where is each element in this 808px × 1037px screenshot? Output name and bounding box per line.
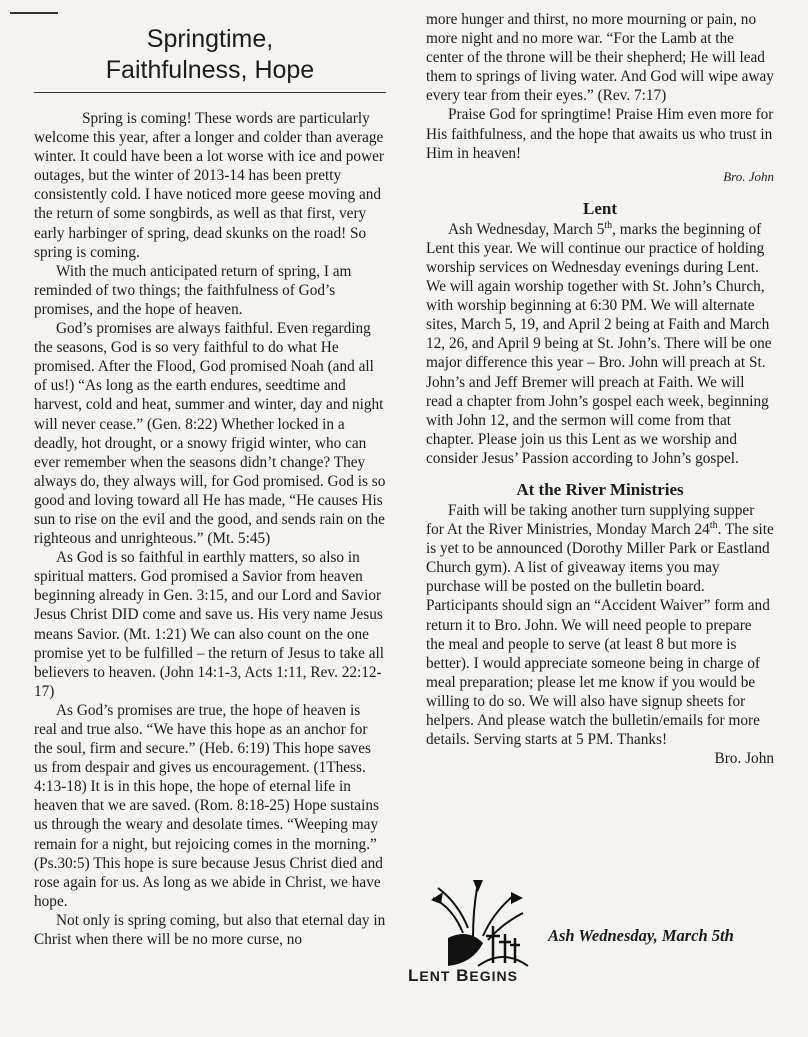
river-paragraph: [426, 501, 774, 749]
section-title-river: At the River Ministries: [516, 479, 684, 499]
lent-body: , marks the beginning of Lent this year. We will continue our practice of holding worship services on Wednesday evenings during Lent. We will again worship together with St. John’s Church, with worship beginning at 6:30 PM. We will alternate sites, March 5, 19, and April 2 being at Faith and March 12, 26, and April 9 being at St. John’s. There will be one major difference this year – Bro. John will preach at St. John’s and Jeff Bremer will preach at Faith. We will read a chapter from John’s gospel each week, beginning with John 12, and the sermon will come from that chapter. Please join us this Lent as we worship and consider Jesus’ Passion according to John’s gospel.: [426, 220, 772, 467]
river-intro-sup: th: [709, 519, 718, 531]
river-signature: Bro. John: [714, 750, 774, 768]
left-column: [34, 24, 386, 949]
lent-intro: Ash Wednesday, March 5: [448, 220, 605, 238]
article-closing: Praise God for springtime! Praise Him even more for His faithfulness, and the hope that awaits us who trust in Him in heaven!: [426, 106, 774, 162]
caption-text: ENT: [419, 968, 451, 984]
lent-intro-sup: th: [604, 219, 613, 231]
lent-begins-caption: [408, 966, 518, 986]
article-paragraph: As God is so faithful in earthly matters, so also in spiritual matters. God promised a Savior from heaven beginning already in Gen. 3:15, and our Lord and Savior Jesus Christ DID come and save us. His very name Jesus means Savior. (Mt. 1:21) We can also count on the one promise yet to be fulfilled – the return of Jesus to take all believers to heaven. (John 14:1-3, Acts 1:11, Rev. 22:12-17): [34, 549, 385, 700]
article-paragraph: Not only is spring coming, but also that eternal day in Christ when there will be no more curse, no: [34, 911, 386, 949]
article-paragraph: God’s promises are always faithful. Even regarding the seasons, God is so very faithful to do what He promised. After the Flood, God promised Noah (and all of us!) “As long as the earth endures, seedtime and harvest, cold and heat, summer and winter, day and night will never cease.” (Gen. 8:22) Whether locked in a deadly, hot drought, or a snowy frigid winter, who can ever remember when the seasons didn’t change? They always do, they always will, for God promised. God is so good and loving toward all He has made, “He causes His sun to rise on the evil and the good, and sends rain on the righteous and unrighteous.” (Mt. 5:45): [34, 320, 386, 548]
ash-wednesday-date: Ash Wednesday, March 5th: [548, 926, 734, 945]
river-intro: Faith will be taking another turn supplying supper for At the River Ministries, Monday March 24: [426, 501, 755, 539]
top-rule: [10, 12, 58, 14]
section-title-lent: Lent: [583, 198, 617, 218]
caption-letter: L: [408, 966, 420, 985]
river-body: . The site is yet to be announced (Dorothy Miller Park or Eastland Church gym). A list of giveaway items you may purchase will be posted on the bulletin board. Participants should sign an “Accident Waiver” form and return it to Bro. John. We will need people to prepare the meal and people to serve (at least 8 but more is better). I would appreciate someone being in charge of meal preparation; please let me know if you would be willing to do so. We will also have signup sheets for helpers. And please watch the bulletin/emails for more details. Serving starts at 5 PM. Thanks!: [426, 521, 774, 749]
article-paragraph: Spring is coming! These words are particularly welcome this year, after a longer and colder than average winter. It could have been a lot worse with ice and power outages, but the winter of 2013-14 has been pretty consistently cold. I have noticed more geese moving and the return of some songbirds, as well as that first, very early harbinger of spring, dead skunks on the road! So spring is coming.: [34, 110, 385, 261]
lent-begins-graphic: [405, 878, 790, 998]
title-line-1: Springtime,: [146, 25, 274, 53]
caption-letter: B: [456, 966, 470, 985]
article-title: [34, 24, 386, 93]
title-line-2: Faithfulness, Hope: [105, 56, 315, 84]
right-column: [426, 10, 774, 768]
article-continued: more hunger and thirst, no more mourning or pain, no more night and no more war. “For the Lamb at the center of the throne will be their shepherd; He will lead them to springs of living water. And God will wipe away every tear from their eyes.” (Rev. 7:17): [426, 11, 774, 105]
article-paragraph: With the much anticipated return of spring, I am reminded of two things; the faithfulness of God’s promises, and the hope of heaven.: [34, 262, 352, 318]
lent-paragraph: [426, 220, 774, 468]
caption-text: EGINS: [469, 968, 518, 984]
lily-cross-icon: [423, 878, 533, 968]
signature: Bro. John: [723, 168, 774, 184]
article-paragraph: As God’s promises are true, the hope of heaven is real and true also. “We have this hope as an anchor for the soul, firm and secure.” (Heb. 6:19) This hope saves us from despair and gives us encouragement. (1Thess. 4:13-18) It is in this hope, the hope of eternal life in heaven that we are saved. (Rom. 8:18-25) Hope sustains us through the weary and desolate times. “Weeping may remain for a night, but rejoicing comes in the morning.” (Ps.30:5) This hope is sure because Jesus Christ died and rose again for us. As long as we abide in Christ, we have hope.: [34, 701, 383, 910]
